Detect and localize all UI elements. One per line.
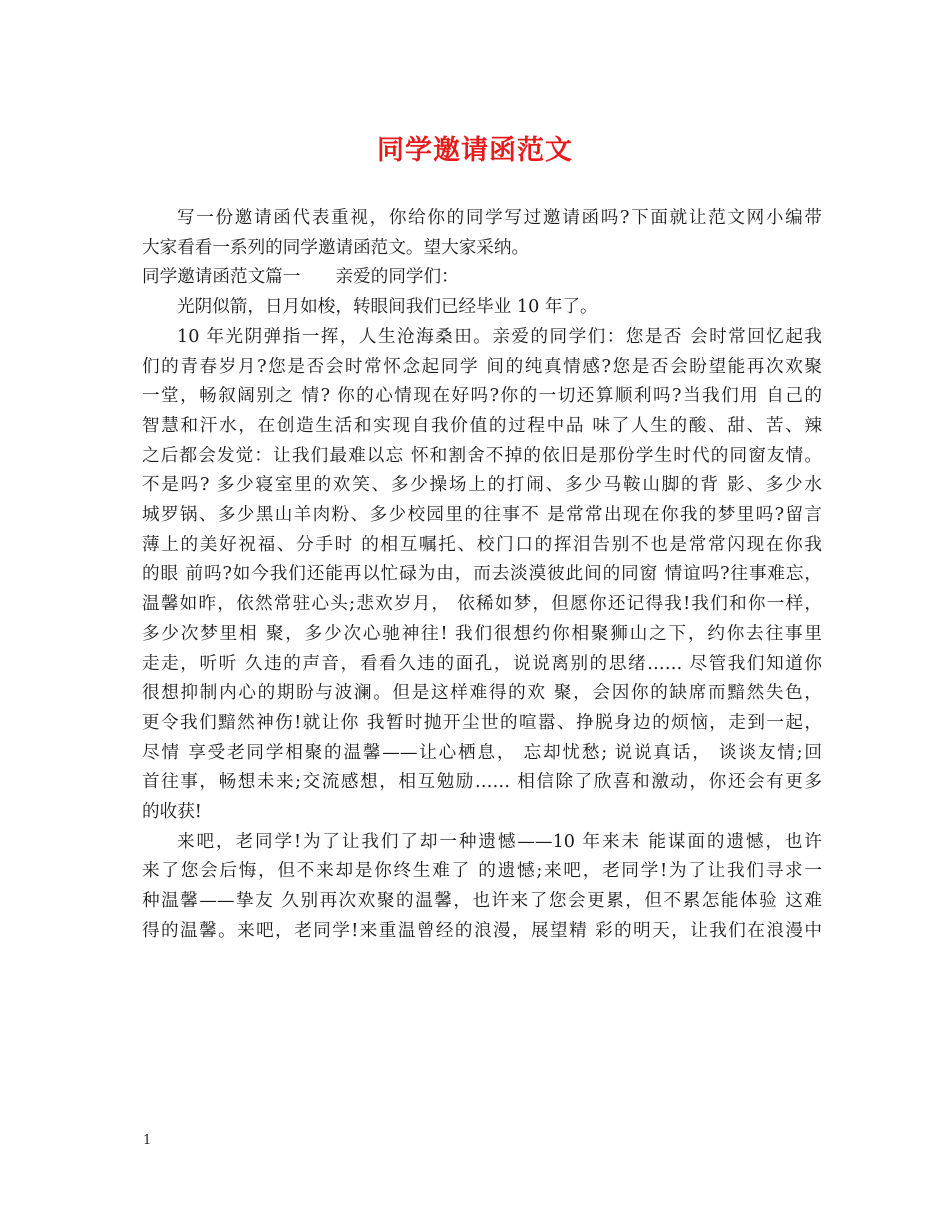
text-line: 之后都会发觉：让我们最难以忘 怀和割舍不掉的依旧是那份学生时代的同窗友情。 bbox=[142, 445, 822, 466]
text-line: 不是吗? 多少寝室里的欢笑、多少操场上的打闹、多少马鞍山脚的背 影、多少水 bbox=[142, 475, 822, 496]
text-line: 的收获! bbox=[142, 802, 202, 823]
text-line: 智慧和汗水，在创造生活和实现自我价值的过程中品 味了人生的酸、甜、苦、辣 bbox=[142, 415, 822, 436]
text-line: 一堂，畅叙阔别之 情? 你的心情现在好吗?你的一切还算顺利吗?当我们用 自己的 bbox=[142, 386, 822, 407]
text-line: 首往事，畅想未来;交流感想，相互勉励…… 相信除了欣喜和激动，你还会有更多 bbox=[142, 772, 822, 793]
text-line: 光阴似箭，日月如梭，转眼间我们已经毕业 10 年了。 bbox=[177, 297, 598, 318]
text-line: 走走，听听 久违的声音，看看久违的面孔，说说离别的思绪…… 尽管我们知道你 bbox=[142, 653, 822, 674]
text-line: 10 年光阴弹指一挥，人生沧海桑田。亲爱的同学们：您是否 会时常回忆起我 bbox=[177, 326, 822, 347]
page-number: 1 bbox=[143, 1133, 152, 1148]
text-line: 温馨如昨，依然常驻心头;悲欢岁月， 依稀如梦，但愿你还记得我!我们和你一样， bbox=[142, 594, 822, 615]
text-line: 薄上的美好祝福、分手时 的相互嘱托、校门口的挥泪告别不也是常常闪现在你我 bbox=[142, 534, 822, 555]
text-line: 大家看看一系列的同学邀请函范文。望大家采纳。 bbox=[142, 237, 530, 258]
document-body bbox=[142, 204, 822, 947]
text-line: 写一份邀请函代表重视，你给你的同学写过邀请函吗?下面就让范文网小编带 bbox=[177, 208, 822, 228]
text-line: 的眼 前吗?如今我们还能再以忙碌为由，而去淡漠彼此间的同窗 情谊吗?往事难忘， bbox=[142, 564, 822, 585]
document-title: 同学邀请函范文 bbox=[377, 135, 573, 166]
text-line: 很想抑制内心的期盼与波澜。但是这样难得的欢 聚，会因你的缺席而黯然失色， bbox=[142, 683, 822, 704]
text-line: 来吧，老同学!为了让我们了却一种遗憾——10 年来未 能谋面的遗憾，也许 bbox=[177, 831, 822, 852]
text-line: 多少次梦里相 聚，多少次心驰神往! 我们很想约你相聚狮山之下，约你去往事里 bbox=[142, 623, 822, 644]
text-line: 更令我们黯然神伤!就让你 我暂时抛开尘世的喧嚣、挣脱身边的烦恼，走到一起， bbox=[142, 712, 822, 733]
section-heading: 同学邀请函范文篇一 亲爱的同学们： bbox=[142, 267, 459, 288]
text-line: 们的青春岁月?您是否会时常怀念起同学 间的纯真情感?您是否会盼望能再次欢聚 bbox=[142, 356, 822, 377]
text-line: 尽情 享受老同学相聚的温馨——让心栖息， 忘却忧愁; 说说真话， 谈谈友情;回 bbox=[142, 742, 822, 763]
text-line: 得的温馨。来吧，老同学!来重温曾经的浪漫，展望精 彩的明天，让我们在浪漫中 bbox=[142, 920, 822, 941]
text-line: 城罗锅、多少黑山羊肉粉、多少校园里的往事不 是常常出现在你我的梦里吗?留言 bbox=[142, 505, 822, 526]
text-line: 种温馨——挚友 久别再次欢聚的温馨，也许来了您会更累，但不累怎能体验 这难 bbox=[142, 891, 822, 912]
text-line: 来了您会后悔，但不来却是你终生难了 的遗憾;来吧，老同学!为了让我们寻求一 bbox=[142, 861, 822, 882]
